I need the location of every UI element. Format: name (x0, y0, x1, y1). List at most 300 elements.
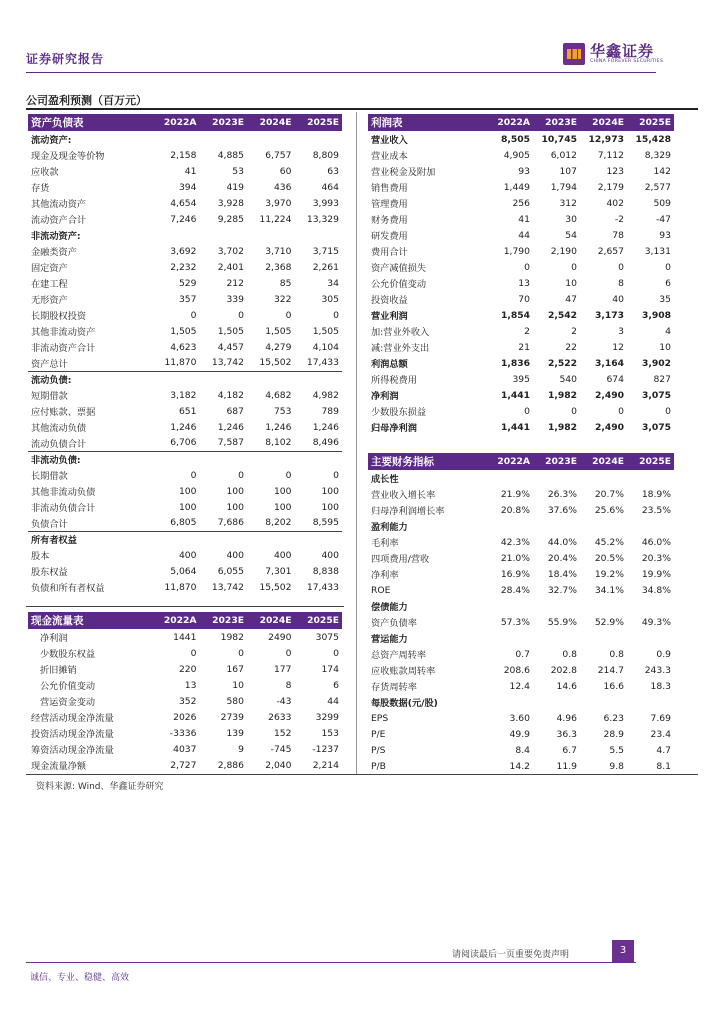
row-label: 股东权益 (31, 567, 68, 578)
tables-bottom-rule (26, 774, 698, 775)
row-value: 13 (184, 679, 197, 691)
row-value: 28.4% (500, 584, 530, 596)
row-value: 7,587 (200, 435, 248, 451)
table-row (28, 435, 342, 451)
row-label: 加:营业外收入 (371, 327, 430, 338)
row-value: 3,075 (641, 389, 671, 401)
row-label: P/E (371, 728, 386, 740)
row-value: 53 (232, 165, 244, 177)
row-value: 2739 (220, 711, 244, 723)
row-value: 0 (190, 469, 197, 481)
row-value: 0 (618, 261, 624, 273)
row-value: 0 (665, 261, 671, 273)
table-header-row (368, 453, 674, 470)
row-value: 2,190 (550, 245, 577, 257)
row-value: 6,706 (152, 435, 200, 451)
table-row (368, 566, 674, 582)
row-label: 无形资产 (31, 295, 68, 306)
row-value: 55.9% (547, 616, 577, 628)
row-value: 0.8 (562, 648, 577, 660)
row-value: 6 (665, 277, 671, 289)
table-row (368, 758, 674, 774)
table-row (368, 630, 674, 646)
row-value (200, 531, 248, 547)
row-value: 400 (178, 549, 197, 561)
row-value: 20.3% (641, 552, 671, 564)
row-value: 509 (653, 197, 671, 209)
table-row (368, 323, 674, 339)
table-row (368, 678, 674, 694)
row-value: 35 (659, 293, 671, 305)
row-value: 8,496 (295, 435, 343, 451)
row-value: 7,112 (597, 149, 624, 161)
row-value: 100 (178, 501, 197, 513)
row-label: P/S (371, 744, 386, 756)
row-label: 其他流动负债 (31, 423, 87, 434)
row-value: -1237 (312, 743, 339, 755)
row-value: 23.4 (650, 728, 671, 740)
row-value: 28.9 (603, 728, 624, 740)
row-label: 利润总额 (371, 359, 408, 370)
row-value: 21.9% (500, 488, 530, 500)
row-value: 44 (327, 695, 339, 707)
balance-sheet-table (28, 114, 342, 595)
table-row (368, 502, 674, 518)
row-value: 312 (559, 197, 577, 209)
row-value: 70 (518, 293, 530, 305)
table-row (368, 419, 674, 435)
row-value: 63 (327, 165, 339, 177)
footer-divider (26, 962, 636, 963)
table-row (368, 646, 674, 662)
row-value: 40 (612, 293, 624, 305)
row-label: 净利润 (371, 391, 399, 402)
row-value (486, 518, 533, 534)
row-value: 2026 (173, 711, 197, 723)
row-value: 17,433 (295, 355, 343, 371)
row-value: 0 (238, 309, 244, 321)
row-value: 3,702 (217, 245, 244, 257)
year-header: 2022A (486, 453, 533, 470)
row-value: 100 (226, 485, 244, 497)
row-value: 3.60 (509, 712, 530, 724)
row-value: 16.6 (603, 680, 624, 692)
year-header: 2024E (247, 114, 295, 131)
row-value: 2,490 (594, 421, 624, 433)
row-value: 400 (321, 549, 339, 561)
row-value: 2,232 (170, 261, 197, 273)
row-value (533, 470, 580, 486)
row-value: 11,870 (164, 581, 197, 593)
row-value: 47 (565, 293, 577, 305)
row-value: -3336 (169, 727, 197, 739)
row-value: 18.9% (641, 488, 671, 500)
logo-mark-icon (563, 43, 585, 65)
row-value: 4,279 (265, 341, 292, 353)
row-value: 1,246 (170, 421, 197, 433)
row-value: 214.7 (597, 664, 624, 676)
row-label: 营业成本 (371, 151, 408, 162)
table-row (368, 259, 674, 275)
logo-chinese-name: 华鑫证券 (590, 42, 655, 60)
row-value: 100 (226, 501, 244, 513)
row-value (152, 131, 200, 147)
row-value: 0 (333, 469, 339, 481)
row-value: 2,490 (594, 389, 624, 401)
row-value: 6 (333, 679, 339, 691)
row-value: 400 (273, 549, 292, 561)
row-value (580, 694, 627, 710)
row-label: 营业利润 (371, 311, 408, 322)
row-label: 偿债能力 (371, 602, 408, 613)
row-value: 93 (518, 165, 530, 177)
row-value: 2,040 (265, 759, 292, 771)
row-value: 4,905 (503, 149, 530, 161)
row-value (247, 131, 295, 147)
row-value: 7,246 (170, 213, 197, 225)
row-value: 78 (612, 229, 624, 241)
row-value: 7.69 (650, 712, 671, 724)
row-value: 2,214 (312, 759, 339, 771)
row-value (295, 227, 343, 243)
row-value: 41 (518, 213, 530, 225)
table-row (368, 534, 674, 550)
year-header: 2025E (295, 612, 343, 629)
row-value: 11,870 (152, 355, 200, 371)
table-header-row (28, 114, 342, 131)
row-value (247, 451, 295, 467)
row-value: 12.4 (509, 680, 530, 692)
row-value: 2,886 (217, 759, 244, 771)
row-label: 现金流量净额 (31, 761, 87, 772)
row-value: 10 (565, 277, 577, 289)
row-value: 2,657 (597, 245, 624, 257)
row-value: 3,692 (170, 245, 197, 257)
row-value: 9 (238, 743, 244, 755)
row-label: 所得税费用 (371, 375, 417, 386)
row-value: 100 (321, 501, 339, 513)
table-row (28, 147, 342, 163)
key-ratios-table (368, 453, 674, 774)
row-value: 0.9 (656, 648, 671, 660)
row-value: 3,928 (217, 197, 244, 209)
row-label: 管理费用 (371, 199, 408, 210)
row-value: 8,102 (247, 435, 295, 451)
row-value: 753 (273, 405, 292, 417)
row-value: 100 (321, 485, 339, 497)
table-row (368, 275, 674, 291)
table-row (28, 387, 342, 403)
row-value: 17,433 (306, 581, 339, 593)
row-value: 11.9 (556, 760, 577, 772)
row-value: 21 (518, 341, 530, 353)
row-value: 0 (524, 405, 530, 417)
row-value: 0 (571, 405, 577, 417)
row-label: 资产负债率 (371, 618, 417, 629)
table-row (28, 163, 342, 179)
row-value (200, 451, 248, 467)
row-value: 4.7 (656, 744, 671, 756)
row-value (533, 518, 580, 534)
row-label: 营业收入 (371, 135, 408, 146)
table-row (368, 371, 674, 387)
row-label: 投资活动现金净流量 (31, 729, 114, 740)
table-row (28, 259, 342, 275)
row-value: 6,012 (550, 149, 577, 161)
row-value: 2,179 (597, 181, 624, 193)
table-row (368, 518, 674, 534)
row-value: 57.3% (500, 616, 530, 628)
row-value: 687 (226, 405, 244, 417)
row-value: 20.8% (500, 504, 530, 516)
table-row (28, 579, 342, 595)
row-value: 44 (518, 229, 530, 241)
row-value: -745 (270, 743, 292, 755)
row-value: 16.9% (500, 568, 530, 580)
row-value: 256 (512, 197, 530, 209)
logo-english-name: CHINA FOREVER SECURITIES (590, 59, 664, 64)
row-value: 15,502 (259, 581, 292, 593)
row-value: 0 (190, 309, 197, 321)
row-label: 存货周转率 (371, 682, 417, 693)
table-title: 利润表 (368, 114, 486, 131)
row-value: 3,715 (312, 245, 339, 257)
table-row (28, 243, 342, 259)
row-value: 394 (178, 181, 197, 193)
row-value: 153 (321, 727, 339, 739)
row-value: 6.23 (603, 712, 624, 724)
row-value: 19.2% (594, 568, 624, 580)
year-header: 2023E (200, 114, 248, 131)
row-label: 经营活动现金净流量 (31, 713, 114, 724)
row-value: 167 (226, 663, 244, 675)
row-value: 1,794 (550, 181, 577, 193)
row-label: 资产减值损失 (371, 263, 427, 274)
row-label: 营业收入增长率 (371, 490, 436, 501)
table-row (368, 662, 674, 678)
row-value: 100 (178, 485, 197, 497)
row-value: 5.5 (609, 744, 624, 756)
row-value: 2,261 (312, 261, 339, 273)
row-label: 公允价值变动 (40, 681, 96, 692)
table-row (28, 211, 342, 227)
row-value: -2 (614, 213, 624, 225)
row-value: -47 (655, 213, 671, 225)
row-value: 3,075 (641, 421, 671, 433)
row-value: 15,428 (635, 133, 671, 145)
row-label: 毛利率 (371, 538, 399, 549)
title-rule (26, 108, 698, 110)
table-header-row (368, 114, 674, 131)
table-row (28, 371, 342, 387)
row-label: 成长性 (371, 474, 399, 485)
row-label: 非流动资产: (31, 231, 81, 242)
row-value: 2,542 (547, 309, 577, 321)
footer-motto: 诚信、专业、稳健、高效 (30, 973, 130, 983)
row-value: 2 (571, 325, 577, 337)
year-header: 2022A (152, 114, 200, 131)
row-value (627, 694, 674, 710)
section-title: 公司盈利预测（百万元） (26, 94, 147, 107)
company-logo (563, 43, 663, 65)
table-row (28, 499, 342, 515)
year-header: 2022A (486, 114, 533, 131)
row-label: 应收款 (31, 167, 59, 178)
row-value: 2,727 (170, 759, 197, 771)
table-row (28, 339, 342, 355)
row-label: 金融类资产 (31, 247, 77, 258)
row-value: 34 (327, 277, 339, 289)
year-header: 2023E (200, 612, 248, 629)
row-label: 短期借款 (31, 391, 68, 402)
row-value: 60 (279, 165, 292, 177)
row-value (486, 598, 533, 614)
row-value: 1,836 (500, 357, 530, 369)
report-type-label: 证券研究报告 (26, 52, 105, 66)
row-value: 674 (606, 373, 624, 385)
row-value: 464 (321, 181, 339, 193)
table-row (368, 147, 674, 163)
row-value: 20.5% (594, 552, 624, 564)
row-value (247, 371, 295, 387)
row-value: 21.0% (500, 552, 530, 564)
row-value: 22 (565, 341, 577, 353)
row-value: 13 (518, 277, 530, 289)
row-label: 流动资产合计 (31, 215, 87, 226)
row-value: 3,164 (594, 357, 624, 369)
year-header: 2025E (627, 453, 674, 470)
row-value: 2,368 (265, 261, 292, 273)
row-label: EPS (371, 712, 389, 724)
row-value: 827 (653, 373, 671, 385)
row-value: 789 (321, 405, 339, 417)
table-row (28, 563, 342, 579)
row-value: 3,173 (594, 309, 624, 321)
table-row (368, 163, 674, 179)
table-row (368, 179, 674, 195)
row-value: 23.5% (641, 504, 671, 516)
row-value (580, 470, 627, 486)
row-value: 142 (653, 165, 671, 177)
row-value: 305 (321, 293, 339, 305)
table-row (28, 531, 342, 547)
row-label: 固定资产 (31, 263, 68, 274)
year-header: 2024E (247, 612, 295, 629)
row-label: 财务费用 (371, 215, 408, 226)
row-value: 139 (226, 727, 244, 739)
row-value: 9.8 (609, 760, 624, 772)
row-value: 8,838 (312, 565, 339, 577)
row-value: 174 (321, 663, 339, 675)
row-value: 30 (565, 213, 577, 225)
row-label: 资产总计 (28, 355, 152, 371)
table-row (28, 515, 342, 531)
row-value: 1,854 (500, 309, 530, 321)
row-value: 34.8% (641, 584, 671, 596)
table-row (368, 486, 674, 502)
table-row (368, 355, 674, 371)
row-value: 49.9 (509, 728, 530, 740)
table-row (28, 179, 342, 195)
row-value: 8 (285, 679, 292, 691)
row-value: 1,982 (547, 389, 577, 401)
row-value: 4,682 (265, 389, 292, 401)
row-value: 14.2 (509, 760, 530, 772)
table-row (28, 677, 342, 693)
row-value (486, 694, 533, 710)
table-row (28, 419, 342, 435)
table-row (28, 741, 342, 757)
row-value: 400 (226, 549, 244, 561)
table-row (368, 307, 674, 323)
row-value: 2,577 (644, 181, 671, 193)
row-label: 营运能力 (371, 634, 408, 645)
row-label: 净利率 (371, 570, 399, 581)
row-value: 1,246 (217, 421, 244, 433)
row-value: 1,505 (217, 325, 244, 337)
row-value (247, 227, 295, 243)
row-value: 26.3% (547, 488, 577, 500)
row-value: 651 (178, 405, 197, 417)
row-label: 负债和所有者权益 (31, 583, 105, 594)
row-value (295, 131, 343, 147)
row-value: 3,710 (265, 245, 292, 257)
table-title: 主要财务指标 (368, 453, 486, 470)
row-value: 7,301 (265, 565, 292, 577)
table-row (28, 661, 342, 677)
row-value: 0 (524, 261, 530, 273)
table-row (28, 725, 342, 741)
row-value: 243.3 (644, 664, 671, 676)
row-value: 52.9% (594, 616, 624, 628)
row-value (152, 227, 200, 243)
row-value: 0.7 (515, 648, 530, 660)
table-row (368, 470, 674, 486)
row-value: 9,285 (217, 213, 244, 225)
row-value: 4,457 (217, 341, 244, 353)
row-value: 107 (559, 165, 577, 177)
row-value: 2,522 (547, 357, 577, 369)
row-label: 存货 (31, 183, 50, 194)
table-row (368, 211, 674, 227)
row-value (152, 371, 200, 387)
row-value: 6,805 (152, 515, 200, 531)
row-value: 37.6% (547, 504, 577, 516)
table-row (368, 387, 674, 403)
table-row (368, 550, 674, 566)
row-value: 3299 (315, 711, 339, 723)
row-value: 1441 (173, 631, 197, 643)
row-value: 0.8 (609, 648, 624, 660)
row-value: 4,654 (170, 197, 197, 209)
row-value (295, 531, 343, 547)
row-value: 8.4 (515, 744, 530, 756)
row-value: 10 (232, 679, 244, 691)
row-value: 18.3 (650, 680, 671, 692)
table-row (28, 275, 342, 291)
row-value: 6,757 (265, 149, 292, 161)
row-label: 筹资活动现金净流量 (31, 745, 114, 756)
row-value: 11,224 (259, 213, 292, 225)
row-value (486, 630, 533, 646)
year-header: 2024E (580, 453, 627, 470)
table-row (368, 742, 674, 758)
row-value: 8,809 (312, 149, 339, 161)
row-value: 6.7 (562, 744, 577, 756)
row-label: 非流动负债: (31, 455, 81, 467)
row-label: 长期股权投资 (31, 311, 87, 322)
table-row (368, 227, 674, 243)
